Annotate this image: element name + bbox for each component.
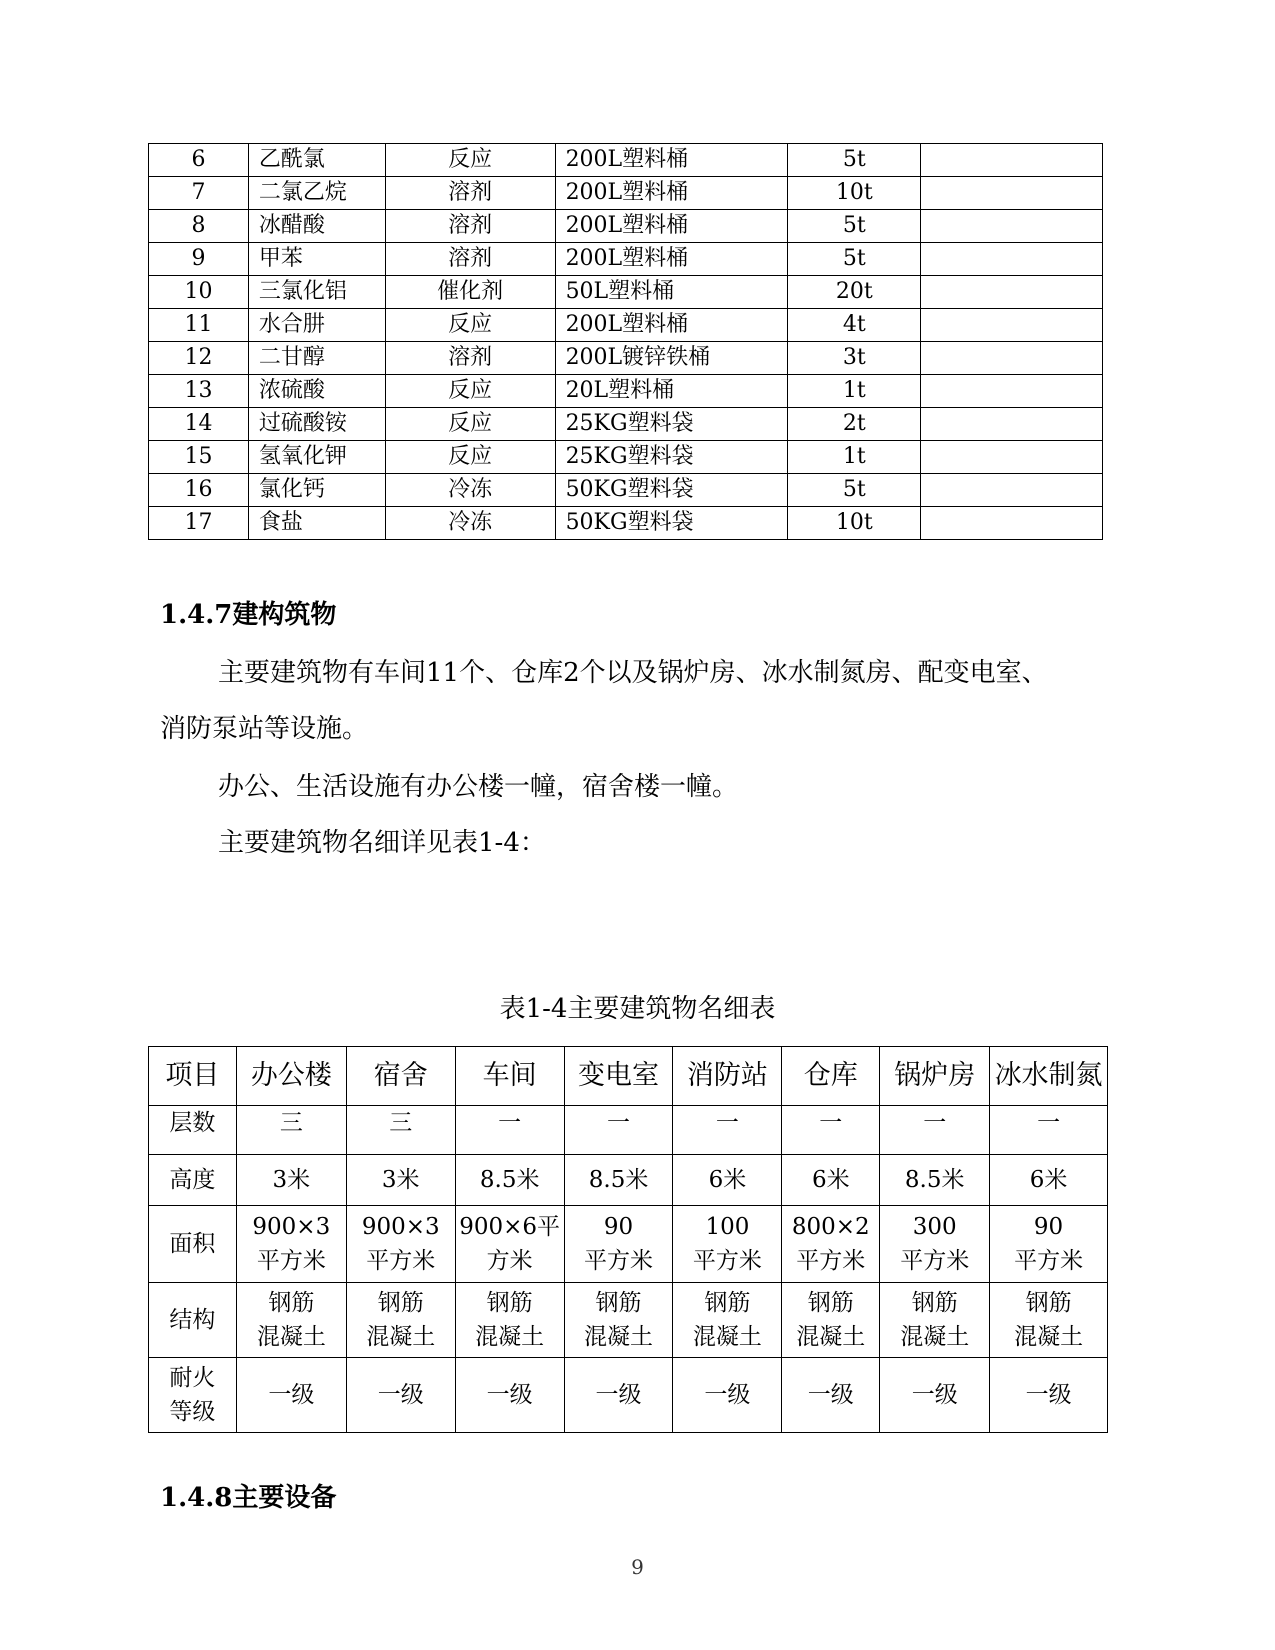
cell-line: 面积 (169, 1231, 216, 1257)
cell-line: 900×6平 (459, 1214, 561, 1240)
cell-line: 300 (912, 1214, 957, 1240)
table-row (149, 1155, 1108, 1206)
data-cell (346, 1283, 455, 1358)
header-cell: 冰水制氮 (990, 1047, 1108, 1106)
data-cell (455, 1155, 564, 1206)
cell-line: 混凝土 (796, 1324, 866, 1350)
row-label (149, 1155, 237, 1206)
cell-line: 6米 (811, 1167, 850, 1193)
cell-line: 8.5米 (588, 1167, 649, 1193)
cell-use: 反应 (385, 144, 555, 177)
cell-no: 7 (149, 177, 249, 210)
data-cell (564, 1155, 673, 1206)
data-cell (782, 1106, 880, 1155)
header-cell: 项目 (149, 1047, 237, 1106)
cell-name: 氢氧化钾 (248, 441, 385, 474)
cell-note (921, 441, 1103, 474)
cell-line: 混凝土 (1014, 1324, 1084, 1350)
data-cell (673, 1283, 782, 1358)
cell-use: 溶剂 (385, 210, 555, 243)
cell-line: 90 (603, 1214, 634, 1240)
data-cell (782, 1155, 880, 1206)
cell-qty: 5t (788, 474, 921, 507)
chemicals-table (148, 143, 1103, 540)
paragraph-buildings-line1: 主要建筑物有车间11个、仓库2个以及锅炉房、冰水制氮房、配变电室、 (218, 658, 1048, 688)
header-cell: 消防站 (673, 1047, 782, 1106)
cell-use: 反应 (385, 309, 555, 342)
cell-qty: 5t (788, 210, 921, 243)
cell-note (921, 408, 1103, 441)
cell-qty: 5t (788, 243, 921, 276)
cell-qty: 1t (788, 375, 921, 408)
cell-line: 一 (923, 1110, 947, 1136)
data-cell (673, 1155, 782, 1206)
cell-line: 一级 (704, 1382, 751, 1408)
data-cell (346, 1155, 455, 1206)
cell-line: 一 (819, 1110, 843, 1136)
cell-line: 一 (498, 1110, 522, 1136)
data-cell (673, 1358, 782, 1433)
cell-line: 方米 (486, 1248, 533, 1274)
cell-use: 冷冻 (385, 507, 555, 540)
table-row (149, 210, 1103, 243)
table-row (149, 309, 1103, 342)
cell-qty: 20t (788, 276, 921, 309)
cell-use: 催化剂 (385, 276, 555, 309)
cell-no: 8 (149, 210, 249, 243)
row-label (149, 1358, 237, 1433)
cell-line: 一 (607, 1110, 631, 1136)
cell-name: 水合肼 (248, 309, 385, 342)
cell-pack: 50KG塑料袋 (555, 474, 788, 507)
cell-use: 反应 (385, 375, 555, 408)
table-row (149, 1106, 1108, 1155)
cell-pack: 25KG塑料袋 (555, 441, 788, 474)
cell-name: 甲苯 (248, 243, 385, 276)
header-cell: 办公楼 (236, 1047, 346, 1106)
data-cell (990, 1283, 1108, 1358)
cell-pack: 200L塑料桶 (555, 210, 788, 243)
cell-pack: 20L塑料桶 (555, 375, 788, 408)
data-cell (990, 1155, 1108, 1206)
cell-line: 800×2 (791, 1214, 870, 1240)
cell-no: 16 (149, 474, 249, 507)
cell-use: 溶剂 (385, 243, 555, 276)
cell-line: 等级 (169, 1399, 216, 1425)
section-heading-1-4-8: 1.4.8主要设备 (160, 1483, 337, 1513)
paragraph-buildings-line2: 消防泵站等设施。 (160, 714, 369, 744)
data-cell (990, 1106, 1108, 1155)
table-row (149, 177, 1103, 210)
cell-line: 钢筋 (595, 1290, 642, 1316)
header-cell: 车间 (455, 1047, 564, 1106)
cell-pack: 200L塑料桶 (555, 243, 788, 276)
cell-no: 6 (149, 144, 249, 177)
header-cell: 仓库 (782, 1047, 880, 1106)
table-row (149, 144, 1103, 177)
cell-line: 一 (715, 1110, 739, 1136)
data-cell (455, 1206, 564, 1283)
cell-note (921, 177, 1103, 210)
cell-line: 3米 (381, 1167, 420, 1193)
cell-use: 冷冻 (385, 474, 555, 507)
cell-line: 900×3 (252, 1214, 331, 1240)
cell-note (921, 243, 1103, 276)
cell-no: 12 (149, 342, 249, 375)
cell-no: 14 (149, 408, 249, 441)
cell-line: 钢筋 (704, 1290, 751, 1316)
cell-line: 混凝土 (692, 1324, 762, 1350)
table-caption: 表1-4主要建筑物名细表 (499, 994, 776, 1024)
cell-name: 乙酰氯 (248, 144, 385, 177)
cell-note (921, 474, 1103, 507)
cell-name: 浓硫酸 (248, 375, 385, 408)
cell-pack: 200L镀锌铁桶 (555, 342, 788, 375)
page-number: 9 (631, 1555, 644, 1579)
table-row (149, 474, 1103, 507)
paragraph-office-facilities: 办公、生活设施有办公楼一幢，宿舍楼一幢。 (218, 772, 739, 802)
table-row (149, 1206, 1108, 1283)
table-row (149, 342, 1103, 375)
cell-line: 8.5米 (904, 1167, 965, 1193)
data-cell (346, 1358, 455, 1433)
row-label (149, 1206, 237, 1283)
cell-line: 3米 (272, 1167, 311, 1193)
table-row (149, 507, 1103, 540)
cell-qty: 5t (788, 144, 921, 177)
cell-note (921, 507, 1103, 540)
cell-qty: 2t (788, 408, 921, 441)
cell-line: 钢筋 (807, 1290, 854, 1316)
data-cell (564, 1106, 673, 1155)
cell-line: 平方米 (900, 1248, 970, 1274)
cell-line: 结构 (169, 1307, 216, 1333)
table-row (149, 276, 1103, 309)
data-cell (673, 1106, 782, 1155)
cell-line: 平方米 (584, 1248, 654, 1274)
cell-name: 三氯化铝 (248, 276, 385, 309)
cell-line: 平方米 (366, 1248, 436, 1274)
cell-line: 90 (1033, 1214, 1064, 1240)
data-cell (880, 1358, 990, 1433)
cell-use: 溶剂 (385, 177, 555, 210)
cell-line: 三 (389, 1110, 413, 1136)
cell-name: 过硫酸铵 (248, 408, 385, 441)
cell-line: 平方米 (256, 1248, 326, 1274)
header-cell: 宿舍 (346, 1047, 455, 1106)
cell-pack: 50KG塑料袋 (555, 507, 788, 540)
cell-qty: 10t (788, 507, 921, 540)
row-label (149, 1106, 237, 1155)
data-cell (782, 1206, 880, 1283)
buildings-table (148, 1046, 1108, 1433)
data-cell (880, 1283, 990, 1358)
header-cell: 变电室 (564, 1047, 673, 1106)
cell-line: 层数 (169, 1110, 216, 1136)
cell-use: 反应 (385, 441, 555, 474)
cell-line: 一级 (486, 1382, 533, 1408)
data-cell (564, 1358, 673, 1433)
table-header-row (149, 1047, 1108, 1106)
data-cell (990, 1358, 1108, 1433)
cell-pack: 50L塑料桶 (555, 276, 788, 309)
cell-no: 15 (149, 441, 249, 474)
cell-qty: 3t (788, 342, 921, 375)
data-cell (455, 1106, 564, 1155)
cell-no: 10 (149, 276, 249, 309)
data-cell (880, 1155, 990, 1206)
cell-use: 溶剂 (385, 342, 555, 375)
data-cell (564, 1206, 673, 1283)
cell-line: 一级 (1025, 1382, 1072, 1408)
cell-no: 13 (149, 375, 249, 408)
cell-name: 冰醋酸 (248, 210, 385, 243)
cell-no: 17 (149, 507, 249, 540)
cell-pack: 25KG塑料袋 (555, 408, 788, 441)
header-cell: 锅炉房 (880, 1047, 990, 1106)
table-row (149, 375, 1103, 408)
table-row (149, 441, 1103, 474)
cell-line: 钢筋 (486, 1290, 533, 1316)
cell-line: 一级 (268, 1382, 315, 1408)
cell-line: 900×3 (361, 1214, 440, 1240)
cell-note (921, 309, 1103, 342)
cell-note (921, 276, 1103, 309)
cell-note (921, 375, 1103, 408)
cell-no: 9 (149, 243, 249, 276)
data-cell (880, 1206, 990, 1283)
cell-line: 钢筋 (377, 1290, 424, 1316)
data-cell (346, 1106, 455, 1155)
cell-line: 钢筋 (1025, 1290, 1072, 1316)
cell-line: 混凝土 (900, 1324, 970, 1350)
table-row (149, 1358, 1108, 1433)
cell-name: 氯化钙 (248, 474, 385, 507)
cell-line: 平方米 (692, 1248, 762, 1274)
data-cell (673, 1206, 782, 1283)
paragraph-table-reference: 主要建筑物名细详见表1-4： (218, 828, 546, 858)
cell-line: 6米 (1029, 1167, 1068, 1193)
cell-note (921, 144, 1103, 177)
cell-pack: 200L塑料桶 (555, 177, 788, 210)
cell-name: 食盐 (248, 507, 385, 540)
data-cell (455, 1283, 564, 1358)
cell-name: 二甘醇 (248, 342, 385, 375)
cell-line: 耐火 (169, 1365, 216, 1391)
data-cell (880, 1106, 990, 1155)
cell-line: 三 (279, 1110, 303, 1136)
cell-line: 一级 (377, 1382, 424, 1408)
cell-use: 反应 (385, 408, 555, 441)
cell-qty: 4t (788, 309, 921, 342)
cell-pack: 200L塑料桶 (555, 309, 788, 342)
data-cell (236, 1283, 346, 1358)
cell-line: 混凝土 (366, 1324, 436, 1350)
data-cell (782, 1283, 880, 1358)
data-cell (236, 1206, 346, 1283)
cell-line: 混凝土 (256, 1324, 326, 1350)
table-row (149, 408, 1103, 441)
cell-line: 8.5米 (479, 1167, 540, 1193)
cell-line: 一 (1037, 1110, 1061, 1136)
cell-line: 混凝土 (584, 1324, 654, 1350)
data-cell (782, 1358, 880, 1433)
section-heading-1-4-7: 1.4.7建构筑物 (160, 600, 337, 630)
cell-line: 100 (705, 1214, 750, 1240)
cell-line: 高度 (169, 1167, 216, 1193)
cell-line: 一级 (595, 1382, 642, 1408)
cell-line: 钢筋 (911, 1290, 958, 1316)
cell-line: 平方米 (1014, 1248, 1084, 1274)
data-cell (990, 1206, 1108, 1283)
data-cell (236, 1358, 346, 1433)
cell-name: 二氯乙烷 (248, 177, 385, 210)
cell-line: 一级 (911, 1382, 958, 1408)
data-cell (236, 1106, 346, 1155)
table-row (149, 1283, 1108, 1358)
cell-line: 6米 (708, 1167, 747, 1193)
data-cell (564, 1283, 673, 1358)
cell-pack: 200L塑料桶 (555, 144, 788, 177)
data-cell (346, 1206, 455, 1283)
data-cell (236, 1155, 346, 1206)
cell-note (921, 210, 1103, 243)
cell-line: 平方米 (796, 1248, 866, 1274)
cell-line: 混凝土 (475, 1324, 545, 1350)
cell-qty: 1t (788, 441, 921, 474)
cell-line: 一级 (807, 1382, 854, 1408)
cell-no: 11 (149, 309, 249, 342)
cell-note (921, 342, 1103, 375)
cell-qty: 10t (788, 177, 921, 210)
cell-line: 钢筋 (268, 1290, 315, 1316)
data-cell (455, 1358, 564, 1433)
table-row (149, 243, 1103, 276)
row-label (149, 1283, 237, 1358)
